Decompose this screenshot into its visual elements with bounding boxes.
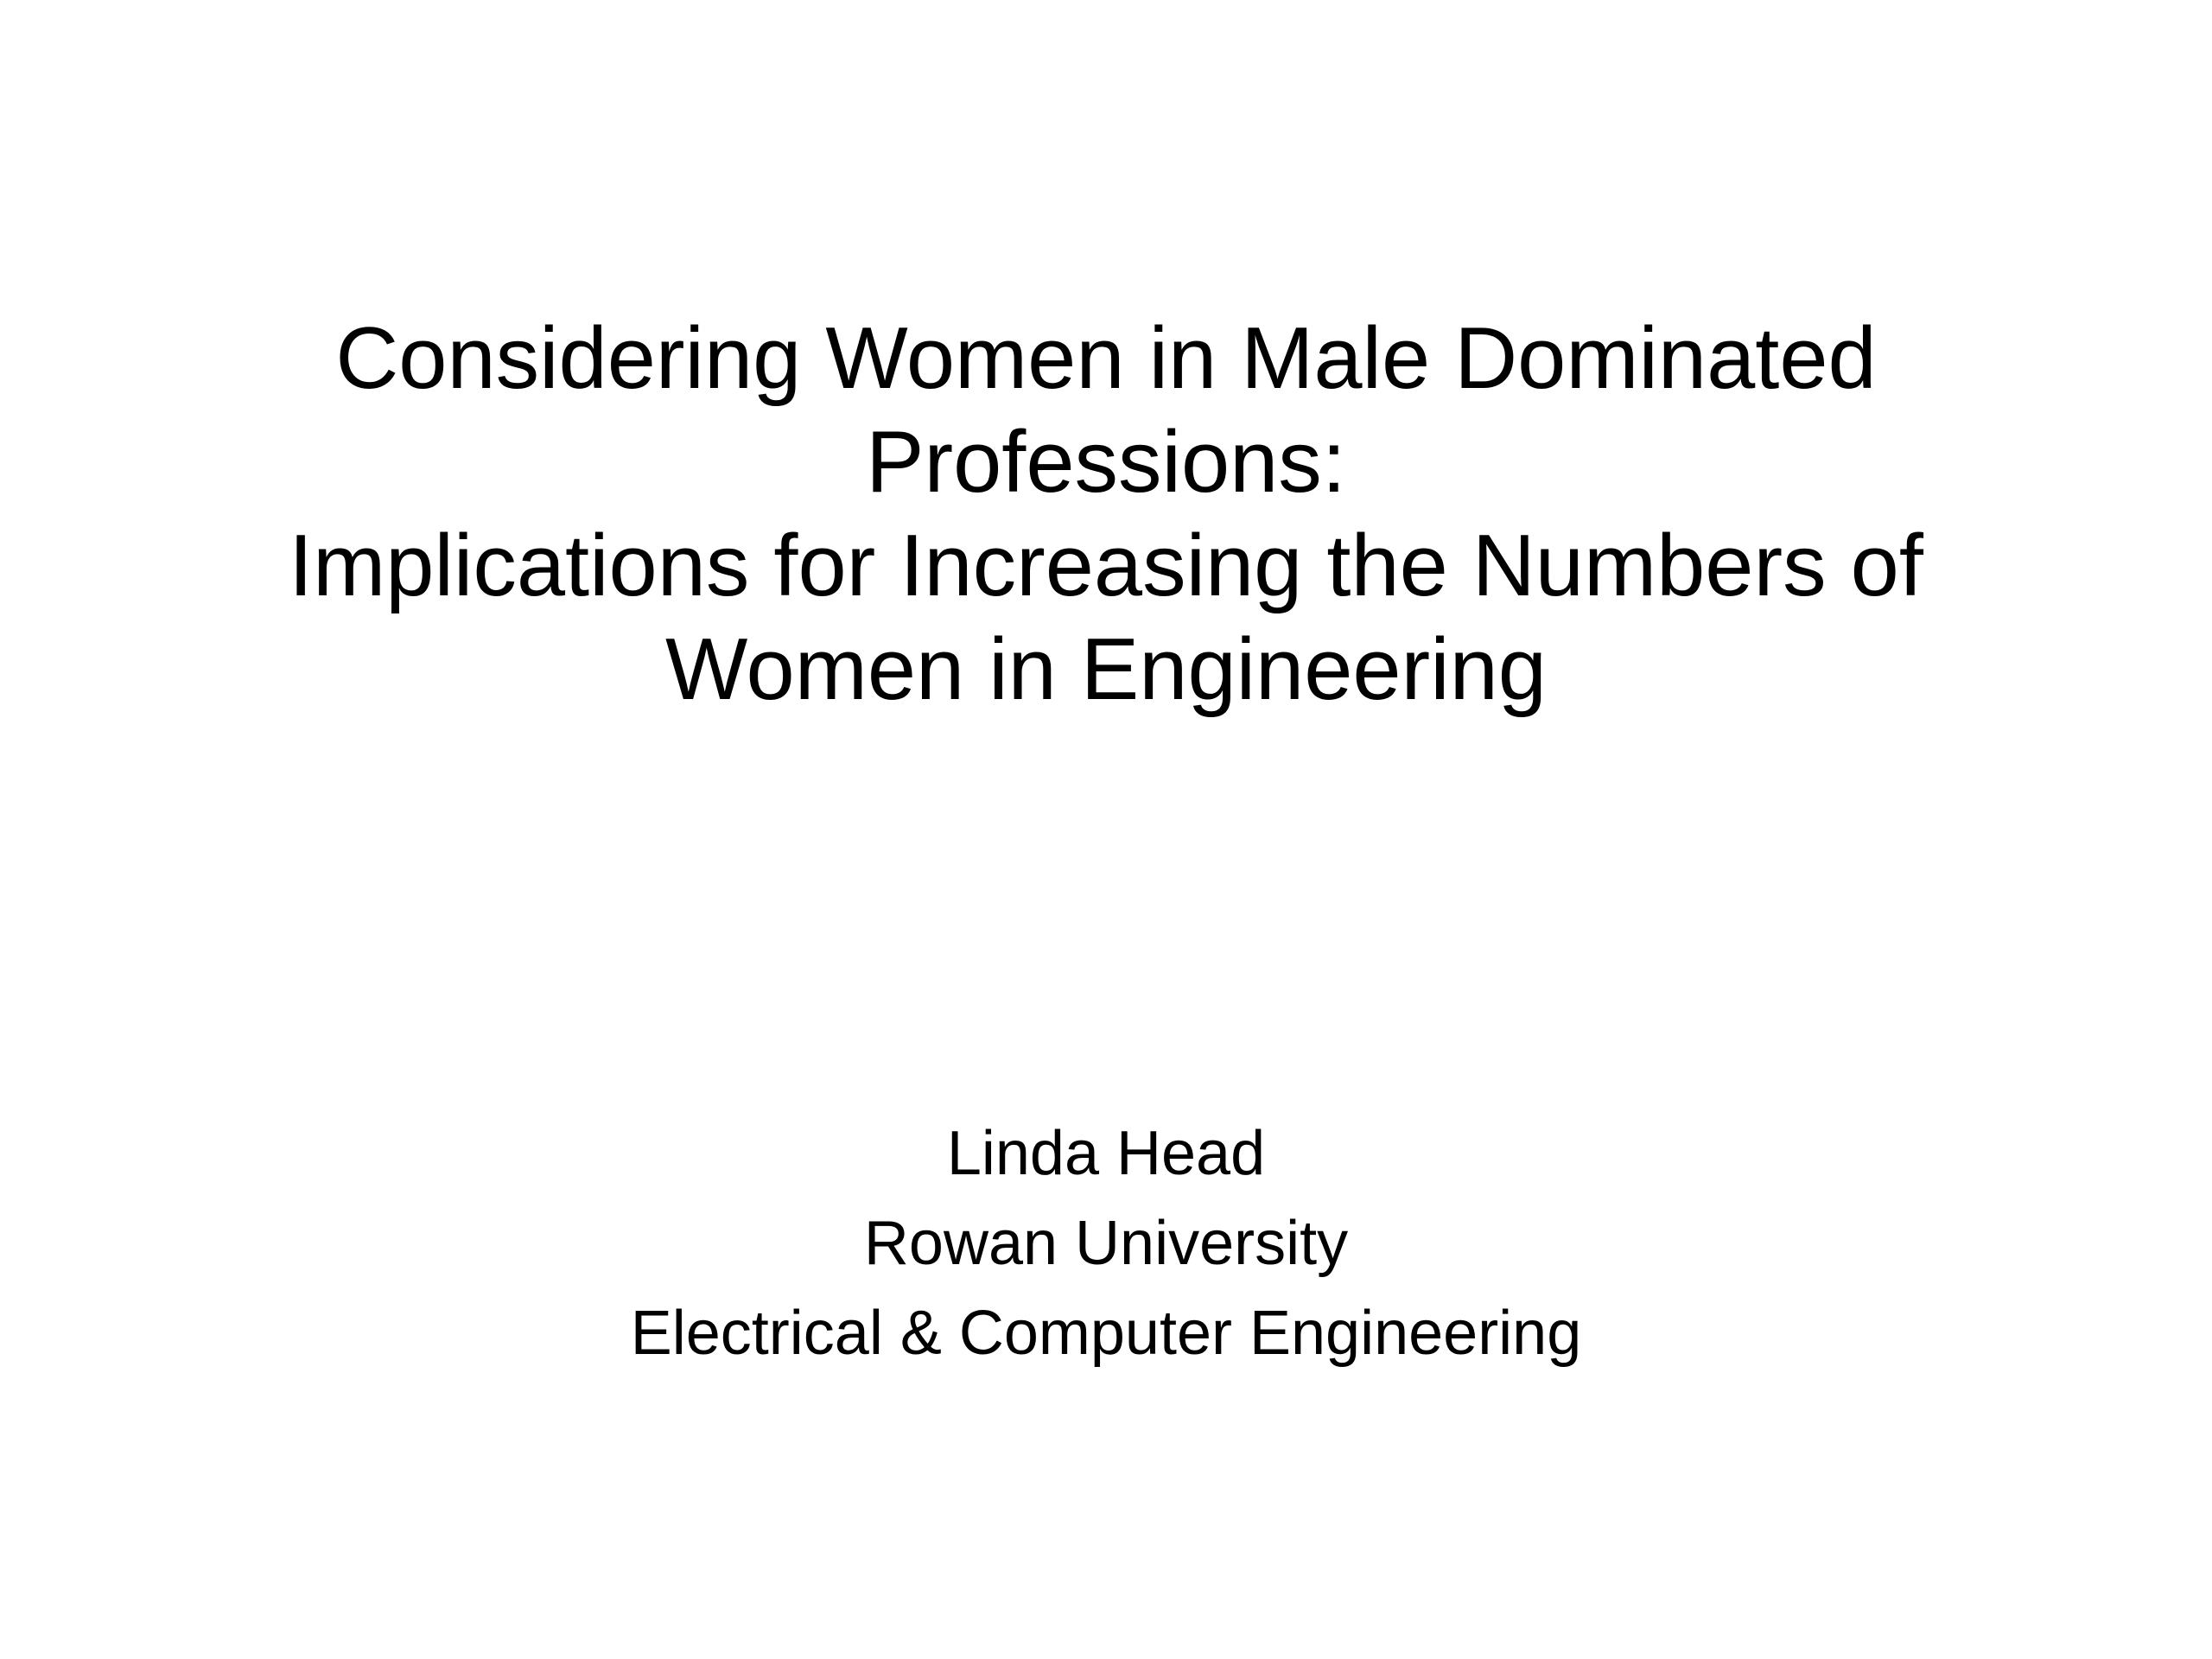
author-department: Electrical & Computer Engineering (630, 1299, 1582, 1368)
title-line-2: Professions: (866, 414, 1346, 511)
title-line-3: Implications for Increasing the Numbers of (289, 518, 1923, 614)
title-line-4: Women in Engineering (665, 621, 1547, 718)
author-affiliation: Rowan University (863, 1209, 1349, 1278)
slide-subtitle (346, 1109, 1866, 1378)
slide-title (173, 307, 2039, 721)
title-line-1: Considering Women in Male Dominated (335, 310, 1877, 407)
author-name: Linda Head (946, 1119, 1266, 1188)
